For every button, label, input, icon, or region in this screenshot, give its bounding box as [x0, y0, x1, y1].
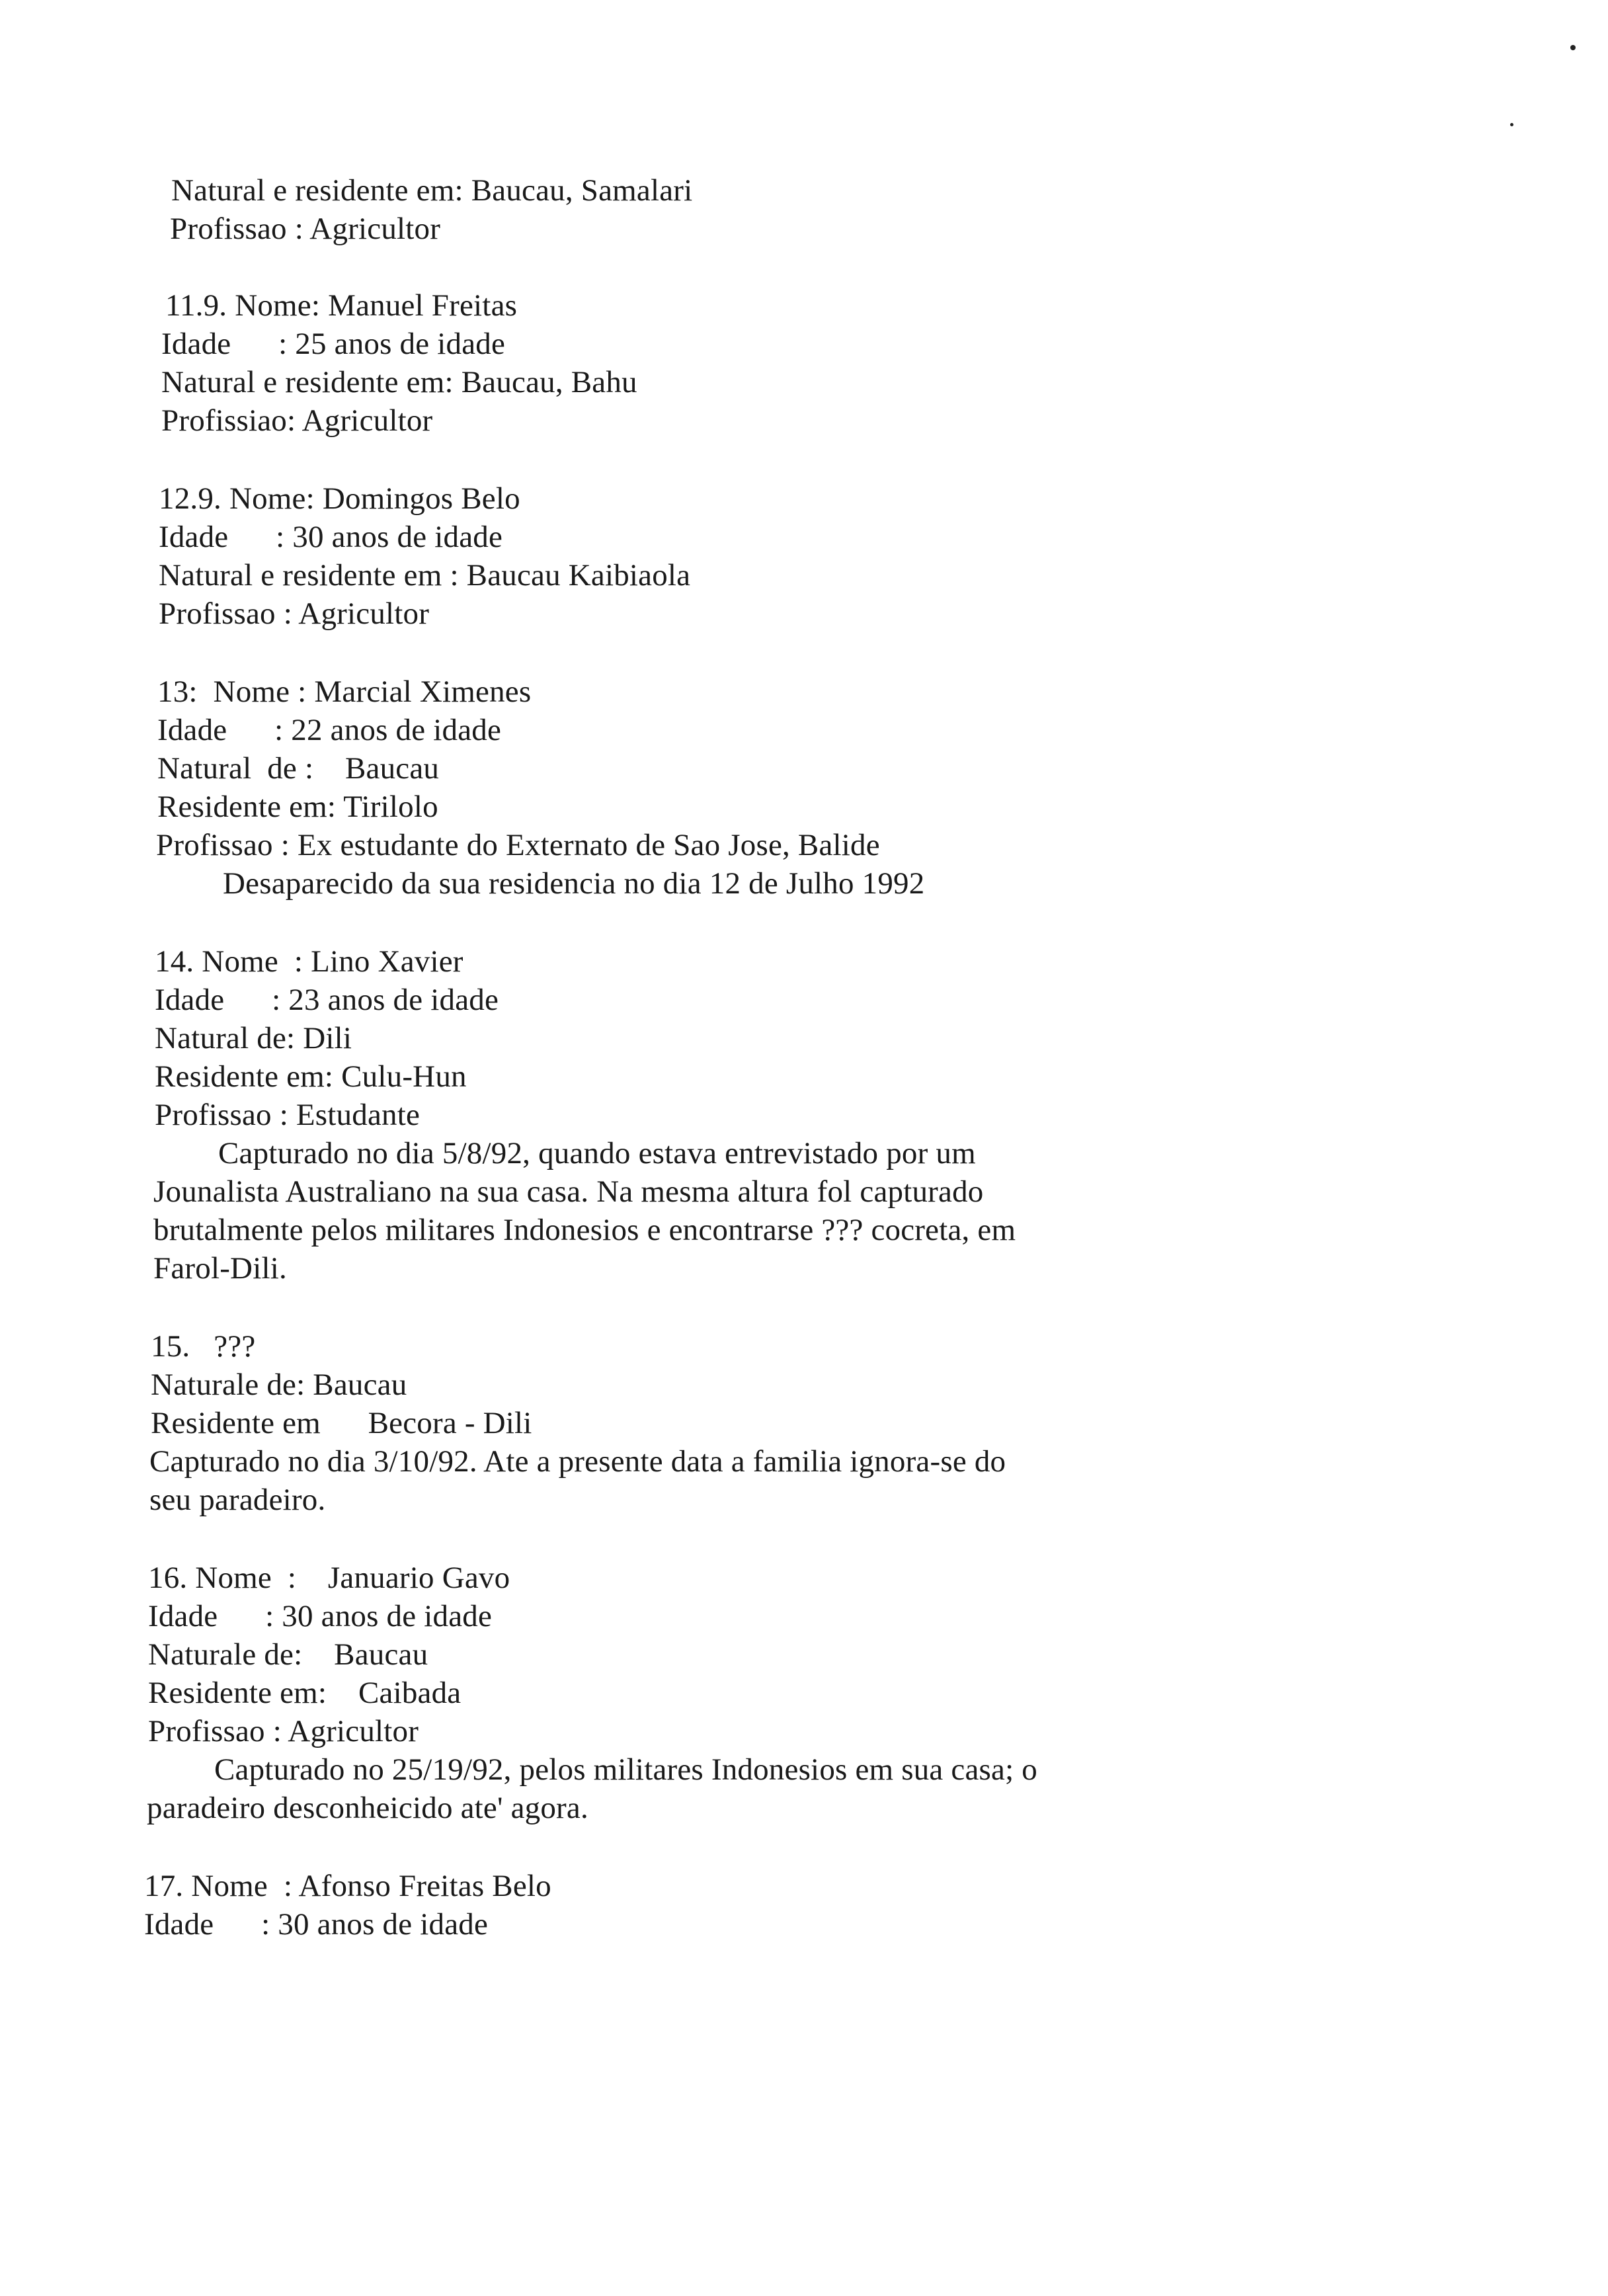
text-line: Idade : 23 anos de idade	[155, 983, 499, 1017]
text-line: Capturado no 25/19/92, pelos militares Indonesios em sua casa; o	[214, 1752, 1038, 1787]
text-line: Idade : 30 anos de idade	[159, 520, 503, 554]
text-line: Profissao : Agricultor	[159, 596, 430, 631]
text-line: Capturado no dia 5/8/92, quando estava entrevistado por um	[218, 1136, 976, 1170]
text-line: Residente em: Caibada	[148, 1676, 462, 1710]
text-line: Idade : 30 anos de idade	[148, 1599, 493, 1633]
text-line: Residente em Becora - Dili	[151, 1406, 532, 1440]
text-line: Residente em: Tirilolo	[157, 790, 438, 824]
text-line: Jounalista Australiano na sua casa. Na mesma altura fol capturado	[153, 1174, 984, 1209]
text-line: Idade : 22 anos de idade	[157, 713, 502, 747]
text-line: Profissao : Agricultor	[170, 212, 441, 246]
text-line: brutalmente pelos militares Indonesios e encontrarse ??? cocreta, em	[153, 1213, 1016, 1247]
text-line: 12.9. Nome: Domingos Belo	[159, 481, 520, 516]
text-line: Residente em: Culu-Hun	[155, 1059, 467, 1094]
text-line: Naturale de: Baucau	[151, 1368, 407, 1402]
text-line: Profissiao: Agricultor	[161, 403, 433, 438]
text-line: Idade : 25 anos de idade	[161, 327, 506, 361]
text-line: 14. Nome : Lino Xavier	[155, 944, 463, 979]
scan-speck	[1570, 45, 1576, 50]
text-line: seu paradeiro.	[149, 1483, 326, 1517]
text-line: Natural de: Dili	[155, 1021, 352, 1055]
text-line: Natural e residente em: Baucau, Bahu	[161, 365, 637, 399]
text-line: 11.9. Nome: Manuel Freitas	[165, 288, 518, 323]
text-line: 17. Nome : Afonso Freitas Belo	[144, 1869, 551, 1903]
scan-speck	[1510, 123, 1513, 126]
text-line: 13: Nome : Marcial Ximenes	[157, 675, 532, 709]
text-line: Profissao : Ex estudante do Externato de Sao Jose, Balide	[156, 828, 880, 862]
text-line: 15. ???	[151, 1329, 256, 1364]
text-line: Capturado no dia 3/10/92. Ate a presente data a familia ignora-se do	[149, 1444, 1006, 1479]
text-line: Profissao : Agricultor	[148, 1714, 419, 1748]
text-line: Natural e residente em: Baucau, Samalari	[171, 173, 693, 208]
text-line: Farol-Dili.	[153, 1251, 287, 1286]
text-line: Natural de : Baucau	[157, 751, 440, 786]
text-line: Idade : 30 anos de idade	[144, 1907, 489, 1942]
text-line: Profissao : Estudante	[155, 1098, 421, 1132]
text-line: Desaparecido da sua residencia no dia 12 de Julho 1992	[223, 866, 925, 901]
text-line: Natural e residente em : Baucau Kaibiaola	[159, 558, 691, 593]
text-line: Naturale de: Baucau	[148, 1637, 428, 1672]
text-line: paradeiro desconheicido ate' agora.	[147, 1791, 588, 1825]
text-line: 16. Nome : Januario Gavo	[148, 1561, 510, 1595]
